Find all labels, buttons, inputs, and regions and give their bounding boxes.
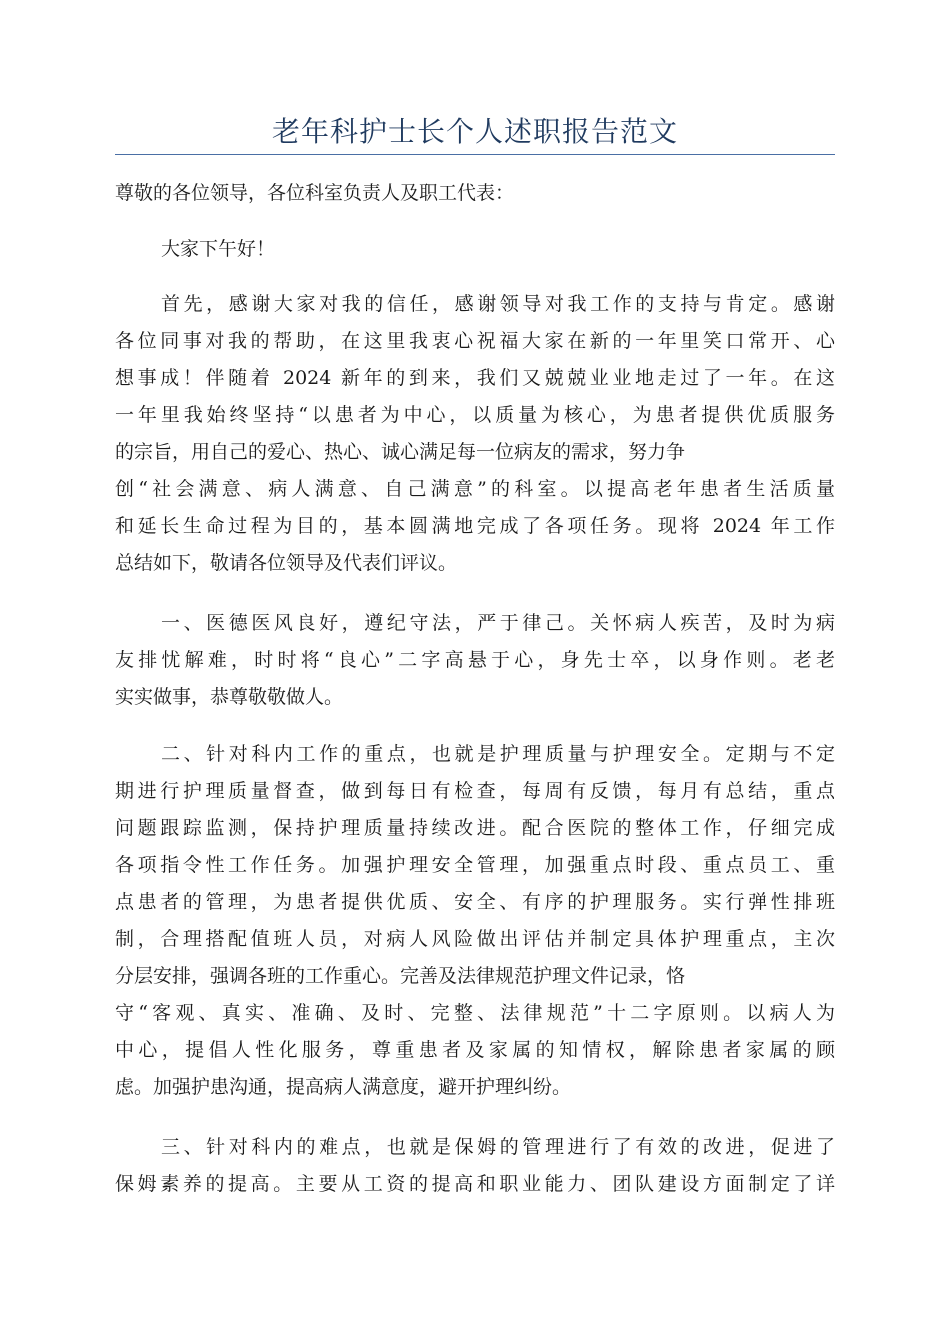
paragraph-line: 创“社会满意、病人满意、自己满意”的科室。以提高老年患者生活质量 — [115, 478, 835, 500]
paragraph-line: 分层安排，强调各班的工作重心。完善及法律规范护理文件记录，恪 — [115, 965, 686, 987]
paragraph-line: 二、针对科内工作的重点，也就是护理质量与护理安全。定期与不定 — [161, 743, 835, 765]
paragraph-line: 中心，提倡人性化服务，尊重患者及家属的知情权，解除患者家属的顾 — [115, 1039, 835, 1061]
paragraph-line: 实实做事，恭尊敬敬做人。 — [115, 686, 344, 708]
paragraph-line: 首先，感谢大家对我的信任，感谢领导对我工作的支持与肯定。感谢 — [161, 293, 835, 315]
paragraph-line: 期进行护理质量督查，做到每日有检查，每周有反馈，每月有总结，重点 — [115, 780, 835, 802]
paragraph-line: 总结如下，敬请各位领导及代表们评议。 — [115, 552, 458, 574]
paragraph-line: 三、针对科内的难点，也就是保姆的管理进行了有效的改进，促进了 — [161, 1136, 835, 1158]
paragraph-line: 点患者的管理，为患者提供优质、安全、有序的护理服务。实行弹性排班 — [115, 891, 835, 913]
document-title: 老年科护士长个人述职报告范文 — [271, 115, 678, 148]
paragraph-line: 守“客观、真实、准确、及时、完整、法律规范”十二字原则。以病人为 — [115, 1002, 835, 1024]
paragraph-1 — [115, 286, 835, 582]
paragraph-line: 虑。加强护患沟通，提高病人满意度，避开护理纠纷。 — [115, 1076, 572, 1098]
paragraph-line: 各项指令性工作任务。加强护理安全管理，加强重点时段、重点员工、重 — [115, 854, 835, 876]
paragraph-line: 各位同事对我的帮助，在这里我衷心祝福大家在新的一年里笑口常开、心 — [115, 330, 835, 352]
paragraph-line: 保姆素养的提高。主要从工资的提高和职业能力、团队建设方面制定了详 — [115, 1173, 835, 1195]
greeting — [115, 231, 835, 268]
paragraph-line: 问题跟踪监测，保持护理质量持续改进。配合医院的整体工作，仔细完成 — [115, 817, 835, 839]
paragraph-line: 一、医德医风良好，遵纪守法，严于律己。关怀病人疾苦，及时为病 — [161, 612, 835, 634]
paragraph-line: 一年里我始终坚持“以患者为中心，以质量为核心，为患者提供优质服务 — [115, 404, 835, 426]
paragraph-line: 和延长生命过程为目的，基本圆满地完成了各项任务。现将 2024 年工作 — [115, 515, 835, 537]
paragraph-line: 的宗旨，用自己的爱心、热心、诚心满足每一位病友的需求，努力争 — [115, 441, 686, 463]
salutation — [115, 175, 835, 212]
paragraph-line: 想事成！伴随着 2024 新年的到来，我们又兢兢业业地走过了一年。在这 — [115, 367, 835, 389]
salutation-line: 尊敬的各位领导，各位科室负责人及职工代表： — [115, 182, 515, 204]
paragraph-line: 制，合理搭配值班人员，对病人风险做出评估并制定具体护理重点，主次 — [115, 928, 835, 950]
paragraph-3 — [115, 736, 835, 1106]
greeting-line: 大家下午好！ — [161, 238, 276, 260]
paragraph-line: 友排忧解难，时时将“良心”二字高悬于心，身先士卒，以身作则。老老 — [115, 649, 835, 671]
paragraph-4 — [115, 1129, 835, 1203]
paragraph-2 — [115, 605, 835, 716]
title-underline — [115, 154, 835, 155]
